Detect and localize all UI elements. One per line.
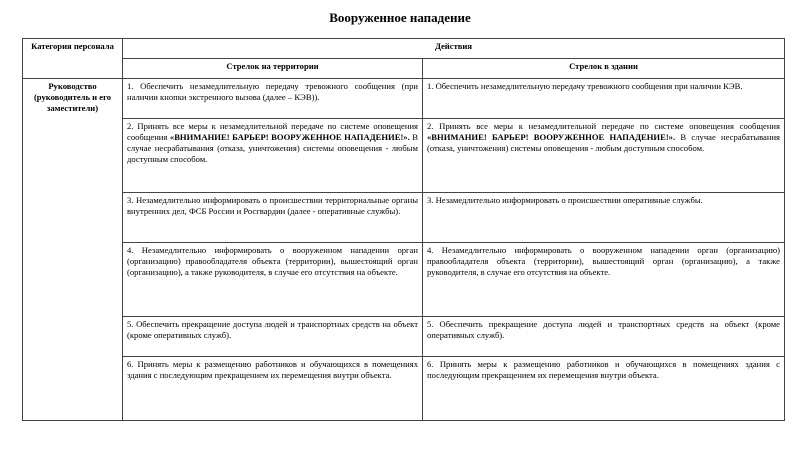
territory-text: В случае несрабатывания (отказа, уничтожения) системы оповещения - любым доступным способом.: [127, 132, 418, 164]
building-cell: [423, 119, 785, 193]
territory-header: Стрелок на территории: [123, 59, 423, 79]
building-header: Стрелок в здании: [423, 59, 785, 79]
actions-table: [22, 38, 785, 421]
page-title: Вооруженное нападение: [329, 10, 471, 25]
territory-cell: 5. Обеспечить прекращение доступа людей и транспортных средств на объект (кроме оперативных служб).: [123, 317, 423, 357]
table-row: [23, 119, 785, 193]
table-row: [23, 357, 785, 421]
table-row: [23, 317, 785, 357]
building-cell: 4. Незамедлительно информировать о вооруженном нападении орган (организацию) правообладателя объекта (территории), вышестоящий орган (организацию), а также руководителя, в случае его отсутствия на объекте.: [423, 243, 785, 317]
header-row: [23, 39, 785, 59]
territory-cell: [123, 119, 423, 193]
category-header: Категория персонала: [23, 39, 123, 79]
building-alert-text: «ВНИМАНИЕ! БАРЬЕР! ВООРУЖЕННОЕ НАПАДЕНИЕ!».: [427, 132, 676, 142]
building-cell: 1. Обеспечить незамедлительную передачу тревожного сообщения при наличии КЭВ.: [423, 79, 785, 119]
territory-text: 2. Принять все меры к незамедлительной передаче по системе оповещения сообщения: [127, 121, 418, 142]
territory-alert-text: «ВНИМАНИЕ! БАРЬЕР! ВООРУЖЕННОЕ НАПАДЕНИЕ!».: [169, 132, 410, 142]
actions-header: Действия: [123, 39, 785, 59]
territory-cell: 1. Обеспечить незамедлительную передачу тревожного сообщения (при наличии кнопки экстренного вызова (далее – КЭВ)).: [123, 79, 423, 119]
territory-cell: 6. Принять меры к размещению работников и обучающихся в помещениях здания с последующим прекращением их перемещения внутри объекта.: [123, 357, 423, 421]
territory-cell: 4. Незамедлительно информировать о вооруженном нападении орган (организацию) правообладателя объекта (территории), вышестоящий орган (организацию), а также руководителя, в случае его отсутствия на объекте.: [123, 243, 423, 317]
table-row: [23, 79, 785, 119]
subheader-row: [23, 59, 785, 79]
category-cell: Руководство (руководитель и его заместители): [23, 79, 123, 421]
building-cell: 3. Незамедлительно информировать о происшествии оперативные службы.: [423, 193, 785, 243]
building-cell: 6. Принять меры к размещению работников и обучающихся в помещениях здания с последующим прекращением их перемещения внутри объекта.: [423, 357, 785, 421]
building-text: В случае несрабатывания (отказа, уничтожения) системы оповещения - любым доступным способом.: [427, 132, 781, 153]
territory-cell: 3. Незамедлительно информировать о происшествии территориальные органы внутренних дел, ФСБ России и Росгвардии (далее - оперативные службы).: [123, 193, 423, 243]
building-text: 2. Принять все меры к незамедлительной передаче по системе оповещения сообщения: [427, 121, 780, 131]
table-row: [23, 193, 785, 243]
table-row: [23, 243, 785, 317]
building-cell: 5. Обеспечить прекращение доступа людей и транспортных средств на объект (кроме оперативных служб).: [423, 317, 785, 357]
